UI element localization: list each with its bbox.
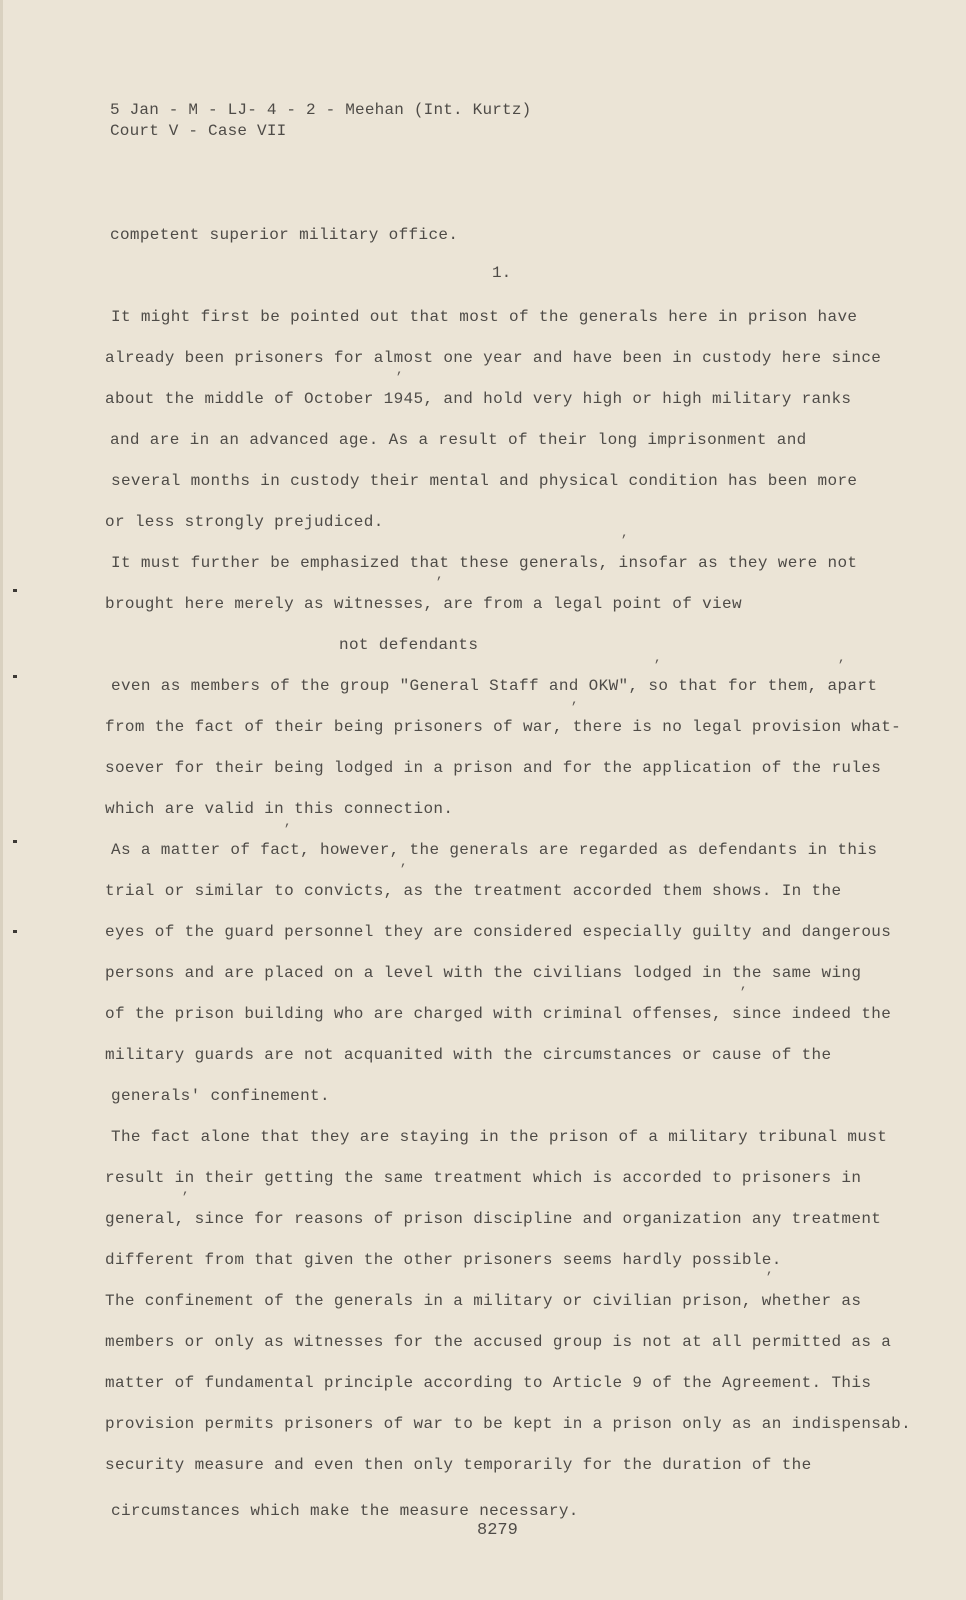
pencil-mark-icon: ’ bbox=[620, 533, 628, 548]
page-number: 8279 bbox=[477, 1521, 518, 1540]
text-line: soever for their being lodged in a prison and for the application of the rules bbox=[105, 759, 882, 777]
text-line: or less strongly prejudiced. bbox=[105, 513, 384, 531]
text-line: different from that given the other prisoners seems hardly possible. bbox=[105, 1251, 782, 1269]
edge-mark bbox=[13, 589, 17, 592]
text-line: of the prison building who are charged with criminal offenses, since indeed the bbox=[105, 1005, 892, 1023]
pencil-mark-icon: ’ bbox=[399, 862, 407, 877]
text-line: from the fact of their being prisoners of war, there is no legal provision what- bbox=[105, 718, 902, 736]
text-line: brought here merely as witnesses, are from a legal point of view bbox=[105, 595, 742, 613]
text-line: members or only as witnesses for the accused group is not at all permitted as a bbox=[105, 1333, 892, 1351]
text-line: already been prisoners for almost one year and have been in custody here since bbox=[105, 349, 882, 367]
header-reference-line: 5 Jan - M - LJ- 4 - 2 - Meehan (Int. Kurtz) bbox=[110, 101, 532, 119]
pencil-mark-icon: ’ bbox=[653, 658, 661, 673]
text-line: eyes of the guard personnel they are considered especially guilty and dangerous bbox=[105, 923, 892, 941]
section-marker: 1. bbox=[492, 264, 512, 282]
edge-mark bbox=[13, 840, 17, 843]
text-line: circumstances which make the measure necessary. bbox=[111, 1502, 579, 1520]
text-line: It might first be pointed out that most of the generals here in prison have bbox=[111, 308, 858, 326]
intro-line: competent superior military office. bbox=[110, 226, 459, 244]
edge-mark bbox=[13, 675, 17, 678]
text-line: even as members of the group "General Staff and OKW", so that for them, apart bbox=[111, 677, 878, 695]
emphasized-text-line: not defendants bbox=[339, 636, 479, 654]
pencil-mark-icon: ’ bbox=[435, 575, 443, 590]
text-line: military guards are not acquanited with the circumstances or cause of the bbox=[105, 1046, 832, 1064]
text-line: general, since for reasons of prison discipline and organization any treatment bbox=[105, 1210, 882, 1228]
text-line: The fact alone that they are staying in the prison of a military tribunal must bbox=[111, 1128, 888, 1146]
text-line: provision permits prisoners of war to be kept in a prison only as an indispensab. bbox=[105, 1415, 912, 1433]
edge-mark bbox=[13, 930, 17, 933]
pencil-mark-icon: ’ bbox=[765, 1270, 773, 1285]
document-header bbox=[110, 100, 531, 142]
text-line: result in their getting the same treatment which is accorded to prisoners in bbox=[105, 1169, 862, 1187]
header-court-line: Court V - Case VII bbox=[110, 122, 287, 140]
pencil-mark-icon: ’ bbox=[739, 985, 747, 1000]
text-line: trial or similar to convicts, as the treatment accorded them shows. In the bbox=[105, 882, 842, 900]
text-line: generals' confinement. bbox=[111, 1087, 330, 1105]
text-line: security measure and even then only temporarily for the duration of the bbox=[105, 1456, 812, 1474]
pencil-mark-icon: ’ bbox=[283, 822, 291, 837]
pencil-mark-icon: ’ bbox=[181, 1190, 189, 1205]
text-line: and are in an advanced age. As a result of their long imprisonment and bbox=[110, 431, 807, 449]
text-line: which are valid in this connection. bbox=[105, 800, 454, 818]
text-line: It must further be emphasized that these generals, insofar as they were not bbox=[111, 554, 858, 572]
text-line: The confinement of the generals in a military or civilian prison, whether as bbox=[105, 1292, 862, 1310]
pencil-mark-icon: ’ bbox=[570, 700, 578, 715]
pencil-mark-icon: ’ bbox=[395, 370, 403, 385]
pencil-mark-icon: ’ bbox=[837, 658, 845, 673]
text-line: about the middle of October 1945, and hold very high or high military ranks bbox=[105, 390, 852, 408]
text-line: As a matter of fact, however, the generals are regarded as defendants in this bbox=[111, 841, 878, 859]
text-line: persons and are placed on a level with the civilians lodged in the same wing bbox=[105, 964, 862, 982]
text-line: matter of fundamental principle according to Article 9 of the Agreement. This bbox=[105, 1374, 872, 1392]
text-line: several months in custody their mental and physical condition has been more bbox=[111, 472, 858, 490]
